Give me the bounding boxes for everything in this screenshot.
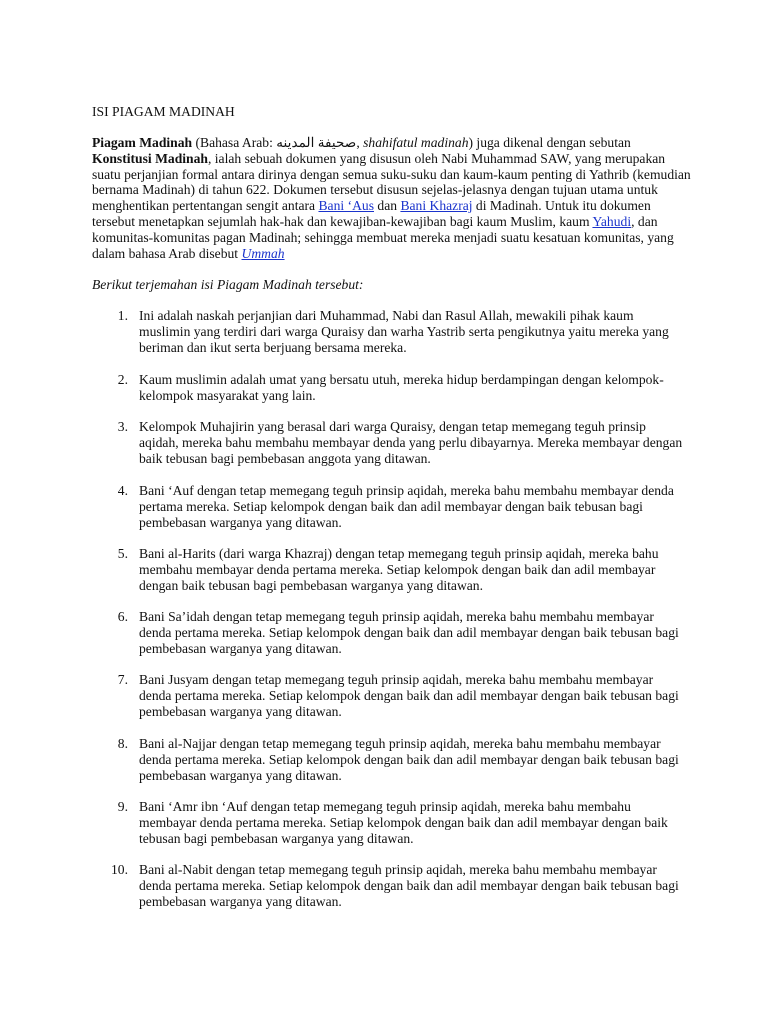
item-text: Bani ‘Auf dengan tetap memegang teguh prinsip aqidah, mereka bahu membahu membayar denda pertama mereka. Setiap kelompok dengan baik dan adil membayar dengan baik tebusan bagi pembebasan warganya yang ditawan. bbox=[139, 483, 674, 530]
intro-text-6: , dan komunitas-komunitas pagan Madinah; sehingga membuat mereka menjadi suatu kesatuan komunitas, yang dalam bahasa Arab disebut bbox=[92, 213, 674, 261]
item-text: Ini adalah naskah perjanjian dari Muhammad, Nabi dan Rasul Allah, mewakili pihak kaum muslimin yang terdiri dari warga Quraisy dan warha Yastrib serta pengikutnya yaitu mereka yang beriman dan ikut serta berjuang bersama mereka. bbox=[139, 308, 669, 355]
item-number: 4. bbox=[117, 483, 128, 498]
term-konstitusi-madinah: Konstitusi Madinah bbox=[92, 150, 208, 166]
link-bani-aus[interactable]: Bani ‘Aus bbox=[318, 198, 374, 214]
item-text: Bani al-Najjar dengan tetap memegang teguh prinsip aqidah, mereka bahu membahu membayar denda pertama mereka. Setiap kelompok dengan baik dan adil membayar dengan baik tebusan bagi pembebasan warganya yang ditawan. bbox=[139, 736, 679, 783]
item-text: Kelompok Muhajirin yang berasal dari warga Quraisy, dengan tetap memegang teguh prinsip aqidah, mereka bahu membahu membayar denda yang perlu dibayarnya. Mereka membayar dengan baik tebusan bagi pembebasan anggota yang ditawan. bbox=[139, 419, 683, 466]
item-number: 9. bbox=[117, 799, 128, 814]
item-number: 8. bbox=[117, 736, 128, 751]
item-number: 5. bbox=[117, 546, 128, 561]
item-number: 7. bbox=[117, 672, 128, 687]
transliteration: shahifatul madinah bbox=[363, 135, 469, 150]
item-number: 6. bbox=[117, 609, 128, 624]
item-text: Kaum muslimin adalah umat yang bersatu utuh, mereka hidup berdampingan dengan kelompok-kelompok masyarakat yang lain. bbox=[139, 372, 664, 403]
document-title: ISI PIAGAM MADINAH bbox=[92, 104, 235, 119]
item-number: 1. bbox=[117, 308, 128, 323]
intro-text-5: di Madinah. Untuk itu dokumen tersebut menetapkan sejumlah hak-hak dan kewajiban-kewajiban bagi kaum Muslim, kaum bbox=[92, 198, 651, 229]
link-yahudi[interactable]: Yahudi bbox=[592, 213, 632, 229]
link-bani-khazraj[interactable]: Bani Khazraj bbox=[400, 198, 473, 214]
item-text: Bani al-Nabit dengan tetap memegang teguh prinsip aqidah, mereka bahu membahu membayar denda pertama mereka. Setiap kelompok dengan baik dan adil membayar dengan baik tebusan bagi pembebasan warganya yang ditawan. bbox=[139, 862, 679, 909]
arabic-name: صحيفة المدينه bbox=[276, 135, 357, 150]
item-number: 3. bbox=[117, 419, 128, 434]
intro-text-4: dan bbox=[374, 198, 401, 214]
intro-text-3: , ialah sebuah dokumen yang disusun oleh Nabi Muhammad SAW, yang merupakan suatu perjanjian formal antara dirinya dengan semua suku-suku dan kaum-kaum penting di Yathrib (kemudian bernama Madinah) di tahun 622. Dokumen tersebut disusun sejelas-jelasnya dengan tujuan utama untuk menghentikan pertentangan sengit antara bbox=[92, 150, 691, 214]
link-ummah[interactable]: Ummah bbox=[241, 245, 285, 261]
intro-paragraph bbox=[92, 135, 692, 261]
intro-text-2: ) juga dikenal dengan sebutan bbox=[468, 135, 631, 150]
intro-comma: , bbox=[356, 135, 364, 150]
item-text: Bani ‘Amr ibn ‘Auf dengan tetap memegang teguh prinsip aqidah, mereka bahu membahu membayar denda pertama mereka. Setiap kelompok dengan baik dan adil membayar dengan baik tebusan bagi pembebasan warganya yang ditawan. bbox=[139, 799, 668, 846]
term-piagam-madinah: Piagam Madinah bbox=[92, 135, 193, 150]
translation-subtitle: Berikut terjemahan isi Piagam Madinah tersebut: bbox=[92, 277, 364, 292]
item-text: Bani Sa’idah dengan tetap memegang teguh prinsip aqidah, mereka bahu membahu membayar denda pertama mereka. Setiap kelompok dengan baik dan adil membayar dengan baik tebusan bagi pembebasan warganya yang ditawan. bbox=[139, 609, 679, 656]
item-text: Bani Jusyam dengan tetap memegang teguh prinsip aqidah, mereka bahu membahu membayar denda pertama mereka. Setiap kelompok dengan baik dan adil membayar dengan baik tebusan bagi pembebasan warganya yang ditawan. bbox=[139, 672, 679, 719]
item-text: Bani al-Harits (dari warga Khazraj) dengan tetap memegang teguh prinsip aqidah, mereka bahu membahu membayar denda pertama mereka. Setiap kelompok dengan baik dan adil membayar dengan baik tebusan bagi pembebasan warganya yang ditawan. bbox=[139, 546, 659, 593]
item-number: 10. bbox=[111, 862, 128, 877]
item-number: 2. bbox=[117, 372, 128, 387]
intro-text-1: (Bahasa Arab: bbox=[192, 135, 277, 150]
